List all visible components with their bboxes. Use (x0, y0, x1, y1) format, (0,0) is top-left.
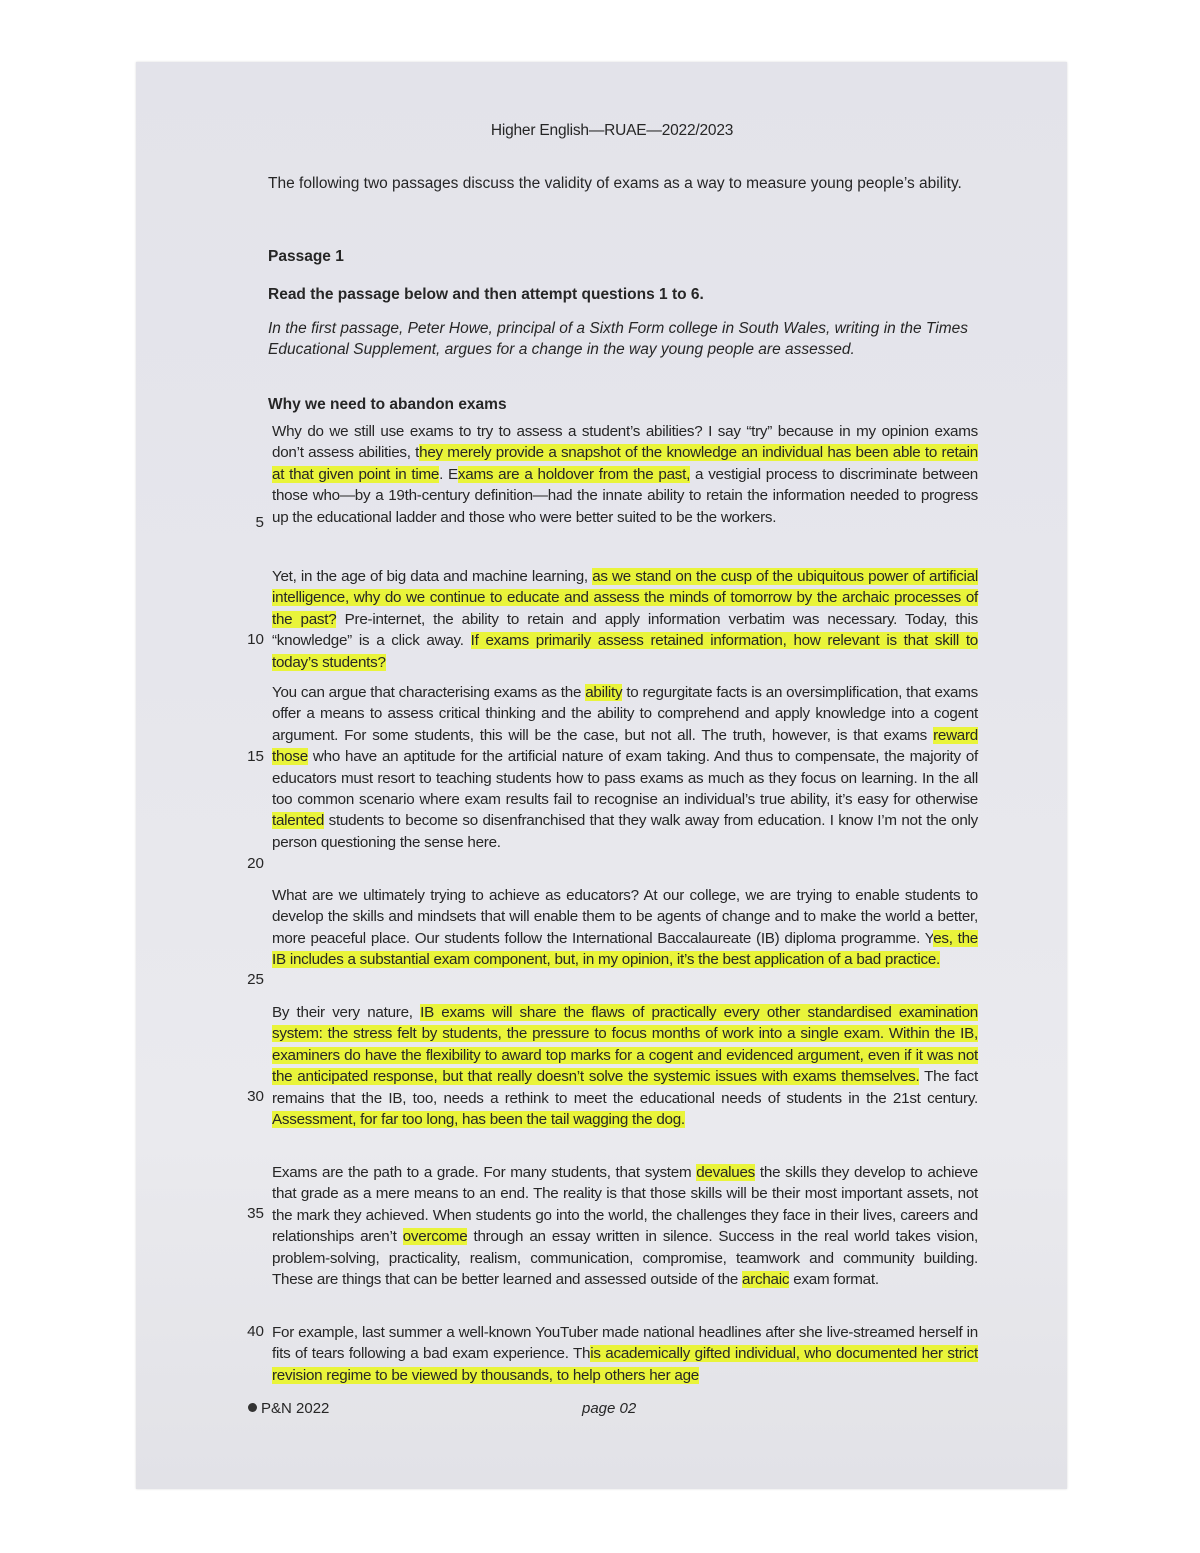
highlighted-text: Assessment, for far too long, has been the tail wagging the dog. (272, 1111, 685, 1129)
highlighted-text: overcome (402, 1228, 468, 1246)
text-run: the skills they develop to achieve that grade as a mere means to an end. The reality is that those skills will be their most important assets, not the mark they achieved. When students go into the world, the challenges they face in their lives, careers and relationships aren’t (272, 1164, 978, 1246)
paragraph-7 (272, 1322, 978, 1386)
copyright-text: P&N 2022 (261, 1400, 330, 1417)
paragraph-6 (272, 1162, 978, 1290)
footer-copyright (248, 1400, 329, 1417)
passage-label: Passage 1 (268, 248, 344, 265)
context-text: In the first passage, Peter Howe, principal of a Sixth Form college in South Wales, writing in the Times Educational Supplement, argues for a change in the way young people are assessed. (268, 320, 968, 358)
footer-page-number: page 02 (582, 1400, 637, 1417)
text-run: exam format. (789, 1271, 879, 1289)
highlighted-text: devalues (696, 1164, 756, 1181)
copyright-icon (248, 1403, 257, 1412)
line-number: 10 (247, 631, 264, 648)
text-run: By their very nature, (272, 1004, 421, 1021)
text-run: For example, last summer a well-known YouTuber made national headlines after she live-streamed herself in fits of tears following a bad exam experience. Th (272, 1324, 978, 1363)
line-number: 30 (247, 1088, 264, 1105)
highlighted-text: archaic (742, 1271, 790, 1289)
text-run: a vestigial process to discriminate between those who—by a 19th-century definition—had the innate ability to retain the information needed to progress up the educational ladder and those who were better suited to be the workers. (272, 465, 978, 526)
line-number: 35 (247, 1205, 264, 1222)
text-run: Exams are the path to a grade. For many students, that system (272, 1164, 697, 1181)
line-number: 25 (247, 971, 264, 988)
highlighted-text: talented (272, 812, 325, 830)
highlighted-text: ability (585, 684, 623, 701)
highlighted-text: es, the IB includes a substantial exam component, but, in my opinion, it’s the best application of a bad practice. (272, 929, 978, 969)
intro-text: The following two passages discuss the validity of exams as a way to measure young people’s ability. (268, 175, 962, 192)
article-title: Why we need to abandon exams (268, 396, 507, 413)
page-header-title: Higher English—RUAE—2022/2023 (490, 122, 734, 139)
instruction-text: Read the passage below and then attempt questions 1 to 6. (268, 286, 704, 303)
paragraph-5 (272, 1002, 978, 1130)
paragraph-2 (272, 566, 978, 673)
text-run: who have an aptitude for the artificial nature of exam taking. And thus to compensate, the majority of educators must resort to teaching students how to pass exams as much as they focus on learning. In the all too common scenario where exam results fail to recognise an individual’s true ability, it’s easy for otherwise (272, 748, 978, 809)
text-run: to regurgitate facts is an oversimplification, that exams offer a means to assess critical thinking and the ability to comprehend and apply knowledge into a cogent argument. For some students, this will be the case, but not all. The truth, however, is that exams (272, 684, 978, 744)
highlighted-text: as we stand on the cusp of the ubiquitous power of artificial intelligence, why do we continue to educate and assess the minds of tomorrow by the archaic processes of the past? (272, 568, 978, 628)
text-run: . E (439, 465, 458, 483)
text-run: Why do we still use exams to try to assess a student’s abilities? I say “try” because in my opinion exams don’t assess abilities, t (272, 423, 978, 462)
paragraph-4 (272, 885, 978, 971)
highlighted-text: If exams primarily assess retained information, how relevant is that skill to today’s students? (272, 632, 978, 671)
highlighted-text: xams are a holdover from the past, (457, 465, 691, 483)
highlighted-text: hey merely provide a snapshot of the knowledge an individual has been able to retain at that given point in time (272, 444, 978, 483)
text-run: You can argue that characterising exams as the (272, 684, 586, 701)
line-number: 5 (255, 514, 264, 531)
text-run: students to become so disenfranchised that they walk away from education. I know I’m not the only person questioning the sense here. (272, 812, 978, 851)
text-run: Pre-internet, the ability to retain and apply information verbatim was necessary. Today, this “knowledge” is a click away. (272, 610, 978, 650)
text-run: What are we ultimately trying to achieve as educators? At our college, we are trying to enable students to develop the skills and mindsets that will enable them to be agents of change and to make the world a better, more peaceful place. Our students follow the International Baccalaureate (IB) diploma programme. Y (272, 887, 978, 947)
highlighted-text: reward those (272, 726, 978, 766)
line-number: 40 (247, 1323, 264, 1340)
paragraph-3 (272, 682, 978, 853)
line-number: 15 (247, 748, 264, 765)
paragraph-1 (272, 421, 978, 528)
text-run: The fact remains that the IB, too, needs a rethink to meet the educational needs of students in the 21st century. (272, 1068, 978, 1107)
line-number: 20 (247, 855, 264, 872)
highlighted-text: IB exams will share the flaws of practically every other standardised examination system: the stress felt by students, the pressure to focus months of work into a single exam. Within the IB, examiners do have the flexibility to award top marks for a cogent and evidenced argument, even if it was not the anticipated response, but that really doesn’t solve the systemic issues with exams themselves. (272, 1004, 979, 1086)
text-run: through an essay written in silence. Success in the real world takes vision, problem-solving, practicality, realism, communication, compromise, teamwork and community building. These are things that can be better learned and assessed outside of the (272, 1228, 979, 1289)
highlighted-text: is academically gifted individual, who documented her strict revision regime to be viewed by thousands, to help others her age (272, 1345, 978, 1384)
text-run: Yet, in the age of big data and machine learning, (272, 568, 593, 585)
